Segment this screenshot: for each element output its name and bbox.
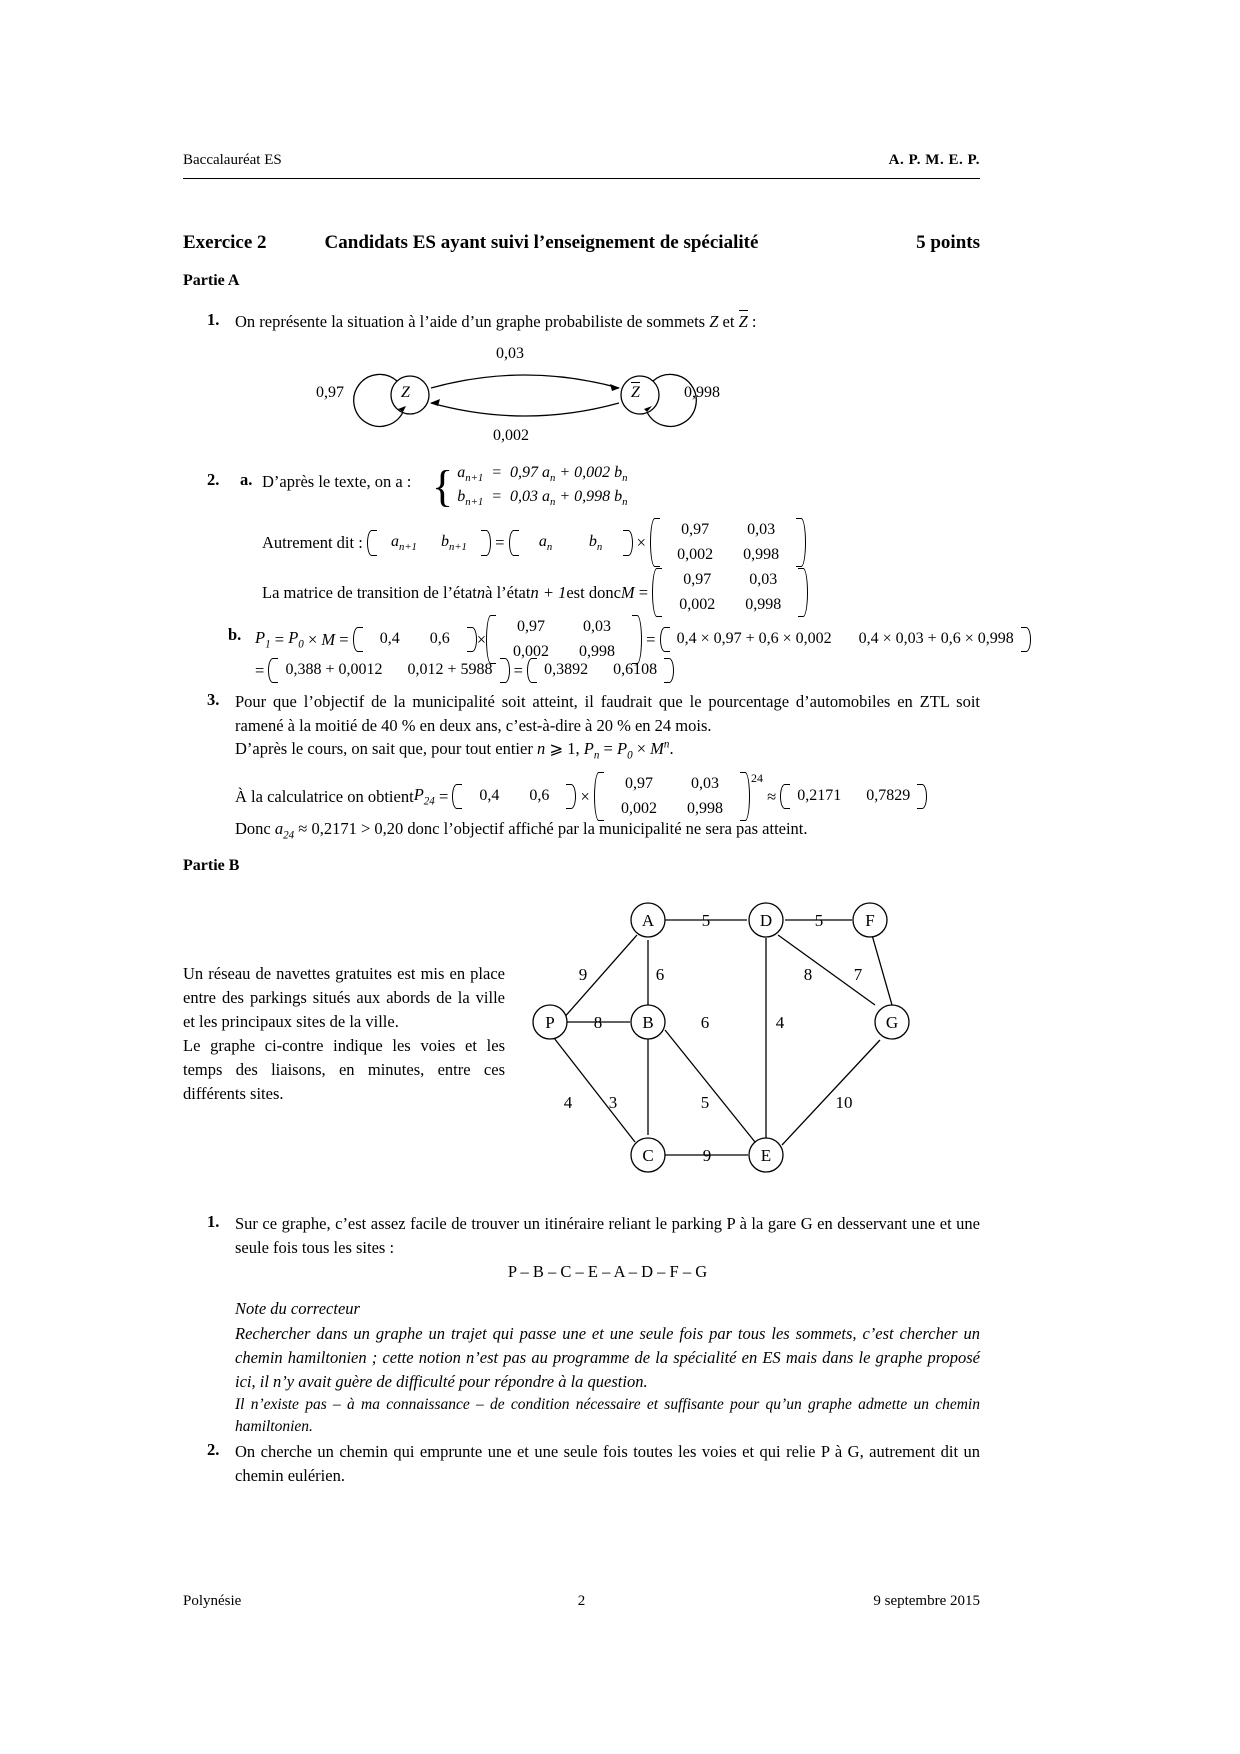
graph-node-zbar: Z [631,384,640,401]
vector-P0-2: 0,4 0,6 [452,784,576,809]
svg-text:A: A [641,911,655,930]
svg-text:D: D [759,911,773,930]
graph-node-z: Z [401,384,410,401]
part-b-question-2-text: On cherche un chemin qui emprunte une et une seule fois toutes les voies et qui relie P à G, autrement dit un chemin eulérien. [235,1442,980,1485]
svg-text:8: 8 [803,965,813,984]
question-2a-label: a. [240,470,253,489]
vector-P1-step: 0,388 + 0,0012 0,012 + 5988 [268,658,509,683]
question-1-number: 1. [207,310,220,329]
svg-text:5: 5 [700,1093,710,1112]
svg-text:7: 7 [853,965,863,984]
question-3-conclusion: Donc $a_{24} \approx 0,2171 > 0,20$ donc l’objectif affiché par la municipalité ne sera pas atteint. [235,819,808,842]
svg-text:9: 9 [702,1146,712,1165]
question-2a-text: D’après le texte, on a : [262,472,412,491]
graph-label-top-edge: 0,03 [496,345,524,362]
system-line-2: $b_{n+1} = 0,03$ $a_n + 0,998$ $b_n$ [457,488,628,509]
vector-a-b-np1: $a_{n+1}$ $b_{n+1}$ [367,530,491,556]
svg-text:B: B [642,1013,654,1032]
graph-label-bottom-edge: 0,002 [493,427,529,444]
exercise-heading: Candidats ES ayant suivi l’enseignement de spécialité [324,232,759,253]
system-equations [432,462,628,511]
svg-text:E: E [760,1146,772,1165]
vector-P1-expanded: 0,4 × 0,97 + 0,6 × 0,002 0,4 × 0,03 + 0,6 × 0,998 [660,627,1031,652]
footer-right: 9 septembre 2015 [873,1593,980,1609]
svg-text:5: 5 [814,911,824,930]
header-left: Baccalauréat ES [183,152,282,168]
autrement-dit-line: Autrement dit : $a_{n+1}$ $b_{n+1}$ = $a_n$ $b_n$ × 0,97 0,03 0,002 0,998 [262,518,806,567]
graph-label-left-loop: 0,97 [316,384,344,401]
header-right: A. P. M. E. P. [888,152,980,168]
svg-text:6: 6 [655,965,665,984]
page-footer [183,1593,980,1610]
symbol-z-bar: Z [738,312,748,331]
question-1-text: On représente la situation à l’aide d’un graphe probabiliste de sommets Z et Z : [235,312,757,331]
system-line-1: $a_{n+1} = 0,97$ $a_n + 0,002$ $b_n$ [457,464,628,485]
question-3-paragraph-2: D’après le cours, on sait que, pour tout entier n ⩾ 1, $P_n = P_0 \times M^n$. [235,738,674,762]
part-b-intro: Un réseau de navettes gratuites est mis en place entre des parkings situés aux abords de la ville et les principaux sites de la ville. Le graphe ci-contre indique les voies et les temps des liaisons, en minutes, entre ces différents sites. [183,964,505,1103]
header-divider [183,178,980,179]
network-graph [520,880,940,1200]
svg-text:P: P [545,1013,555,1032]
matrix-M-3: 0,97 0,03 0,002 0,998 [486,615,642,664]
footer-left: Polynésie [183,1593,242,1609]
footer-page-number: 2 [577,1593,586,1609]
svg-text:G: G [885,1013,899,1032]
matrix-M-1: 0,97 0,03 0,002 0,998 [650,518,806,567]
part-b-question-2-number: 2. [207,1440,220,1459]
matrix-M-power: 0,97 0,03 0,002 0,998 [594,772,750,821]
transition-matrix-line: La matrice de transition de l’état n à l’état n + 1 est donc M = 0,97 0,03 0,002 0,998 [262,568,808,617]
vector-P1-result: 0,3892 0,6108 [527,658,674,683]
question-2b-line-2: = 0,388 + 0,0012 0,012 + 5988 = 0,3892 0,6108 [255,658,674,683]
part-a-label: Partie A [183,272,240,289]
exercise-title [183,232,980,254]
svg-text:F: F [865,911,875,930]
svg-text:6: 6 [700,1013,710,1032]
question-2b-line-1: $P_1$ = $P_0$ × M = 0,4 0,6 × 0,97 0,03 0,002 0,998 = 0,4 × 0,97 + 0,6 × 0,002 0,4 × 0,03 + 0,6 × 0,998 [255,615,1031,664]
vector-a-b-n: $a_n$ $b_n$ [509,530,633,556]
question-2b-label: b. [228,625,242,644]
symbol-z: Z [709,312,719,331]
exercise-points: 5 points [916,232,980,253]
system-brace: { [432,461,454,511]
question-3-number: 3. [207,690,220,709]
svg-text:4: 4 [775,1013,785,1032]
svg-text:10: 10 [835,1093,853,1112]
part-b-label: Partie B [183,857,240,874]
probabilistic-graph [300,340,820,448]
question-3-paragraph-1: Pour que l’objectif de la municipalité soit atteint, il faudrait que le pourcentage d’automobiles en ZTL soit ramené à la moitié de 40 % en deux ans, c’est-à-dire à 20 % en 24 mois. [235,692,980,735]
vector-P24-result: 0,2171 0,7829 [780,784,927,809]
part-b-question-1-number: 1. [207,1212,220,1231]
svg-text:9: 9 [578,965,588,984]
matrix-M-2: 0,97 0,03 0,002 0,998 [652,568,808,617]
note-paragraph-2: Il n’existe pas – à ma connaissance – de condition nécessaire et suffisante pour qu’un graphe admette un chemin hamiltonien. [235,1396,980,1436]
page-header [183,152,980,169]
vector-P0: 0,4 0,6 [353,627,477,652]
svg-text:3: 3 [608,1093,618,1112]
question-3-paragraph-3: À la calculatrice on obtient $P_{24}$ = 0,4 0,6 × 0,97 0,03 0,002 0,998 24 ≈ 0,2171 0,7829 [235,772,927,821]
svg-text:8: 8 [593,1013,603,1032]
matrix-exponent: 24 [750,771,763,785]
note-paragraph-1: Rechercher dans un graphe un trajet qui passe une et une seule fois par tous les sommets, c’est chercher un chemin hamiltonien ; cette notion n’est pas au programme de la spécialité en ES mais dans le graphe proposé ici, il n’y avait guère de difficulté pour répondre à la question. [235,1324,980,1391]
svg-text:4: 4 [563,1093,573,1112]
exercise-number: Exercice 2 [183,232,267,253]
svg-text:5: 5 [701,911,711,930]
question-2-number: 2. [207,470,220,489]
svg-text:C: C [642,1146,654,1165]
part-b-question-1-text: Sur ce graphe, c’est assez facile de trouver un itinéraire reliant le parking P à la gare G en desservant une et une seule fois tous les sites : [235,1214,980,1257]
graph-label-right-loop: 0,998 [684,384,720,401]
hamiltonian-path: P – B – C – E – A – D – F – G [507,1262,708,1281]
note-title: Note du correcteur [235,1299,360,1318]
